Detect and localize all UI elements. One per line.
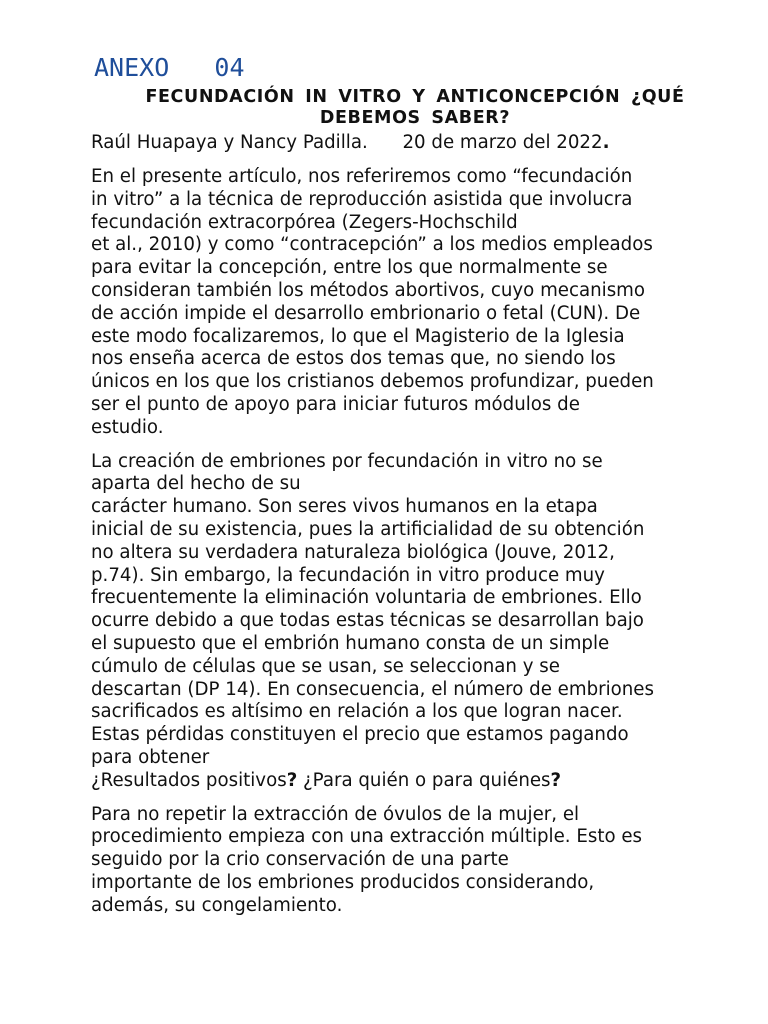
question-part-1: ¿Resultados positivos: [91, 769, 287, 791]
text-line: el supuesto que el embrión humano consta de un simple: [91, 632, 610, 654]
text-line: En el presente artículo, nos referiremos como “fecundación: [91, 166, 633, 187]
annex-label: ANEXO 04: [94, 53, 245, 82]
text-line: p.74). Sin embargo, la fecundación in vitro produce muy: [91, 564, 605, 586]
text-line: aparta del hecho de su: [91, 473, 301, 495]
text-line: de acción impide el desarrollo embrionario o fetal (CUN). De: [91, 302, 641, 324]
publication-date: 20 de marzo del 2022: [402, 132, 603, 153]
paragraph-1: [91, 166, 733, 440]
text-line: nos enseña acerca de estos dos temas que, no siendo los: [91, 348, 616, 370]
paragraph-3: [91, 804, 733, 918]
text-line: in vitro” a la técnica de reproducción asistida que involucra: [91, 188, 633, 210]
document-title: [97, 87, 733, 129]
text-line: estudio.: [91, 416, 164, 438]
text-line: inicial de su existencia, pues la artificialidad de su obtención: [91, 518, 645, 540]
text-line: ocurre debido a que todas estas técnicas se desarrollan bajo: [91, 610, 644, 632]
text-line: fecundación extracorpórea (Zegers-Hochschild: [91, 211, 518, 233]
text-line: seguido por la crio conservación de una parte: [91, 849, 509, 871]
text-line: carácter humano. Son seres vivos humanos en la etapa: [91, 496, 598, 518]
text-line: ser el punto de apoyo para iniciar futuros módulos de: [91, 393, 580, 415]
text-line: para obtener: [91, 746, 210, 768]
authors: Raúl Huapaya y Nancy Padilla.: [91, 132, 368, 153]
text-line: consideran también los métodos abortivos, cuyo mecanismo: [91, 279, 646, 301]
text-line: Para no repetir la extracción de óvulos de la mujer, el: [91, 803, 580, 825]
question-line: [91, 770, 733, 793]
question-mark-2: ?: [550, 769, 562, 791]
text-line: frecuentemente la eliminación voluntaria de embriones. Ello: [91, 587, 642, 609]
text-line: procedimiento empieza con una extracción múltiple. Esto es: [91, 826, 643, 848]
paragraph-2: [91, 451, 733, 793]
text-line: para evitar la concepción, entre los que normalmente se: [91, 257, 608, 279]
text-line: además, su congelamiento.: [91, 894, 343, 916]
text-line: sacrificados es altísimo en relación a los que logran nacer.: [91, 701, 623, 723]
document-body: [91, 52, 733, 929]
text-line: importante de los embriones producidos considerando,: [91, 871, 595, 893]
text-line: et al., 2010) y como “contracepción” a los medios empleados: [91, 234, 653, 256]
text-line: no altera su verdadera naturaleza biológica (Jouve, 2012,: [91, 541, 615, 563]
text-line: únicos en los que los cristianos debemos profundizar, pueden: [91, 371, 654, 393]
question-mark-1: ?: [286, 769, 298, 791]
title-line: DEBEMOS SABER?: [319, 108, 511, 128]
date-period: .: [602, 132, 610, 153]
text-line: descartan (DP 14). En consecuencia, el número de embriones: [91, 678, 654, 700]
text-line: cúmulo de células que se usan, se seleccionan y se: [91, 655, 560, 677]
byline: [91, 131, 733, 155]
title-line: FECUNDACIÓN IN VITRO Y ANTICONCEPCIÓN ¿QUÉ: [145, 87, 685, 107]
question-part-2: ¿Para quién o para quiénes: [297, 769, 551, 791]
text-line: La creación de embriones por fecundación in vitro no se: [91, 450, 603, 472]
text-line: Estas pérdidas constituyen el precio que estamos pagando: [91, 724, 629, 746]
text-line: este modo focalizaremos, lo que el Magisterio de la Iglesia: [91, 325, 625, 347]
